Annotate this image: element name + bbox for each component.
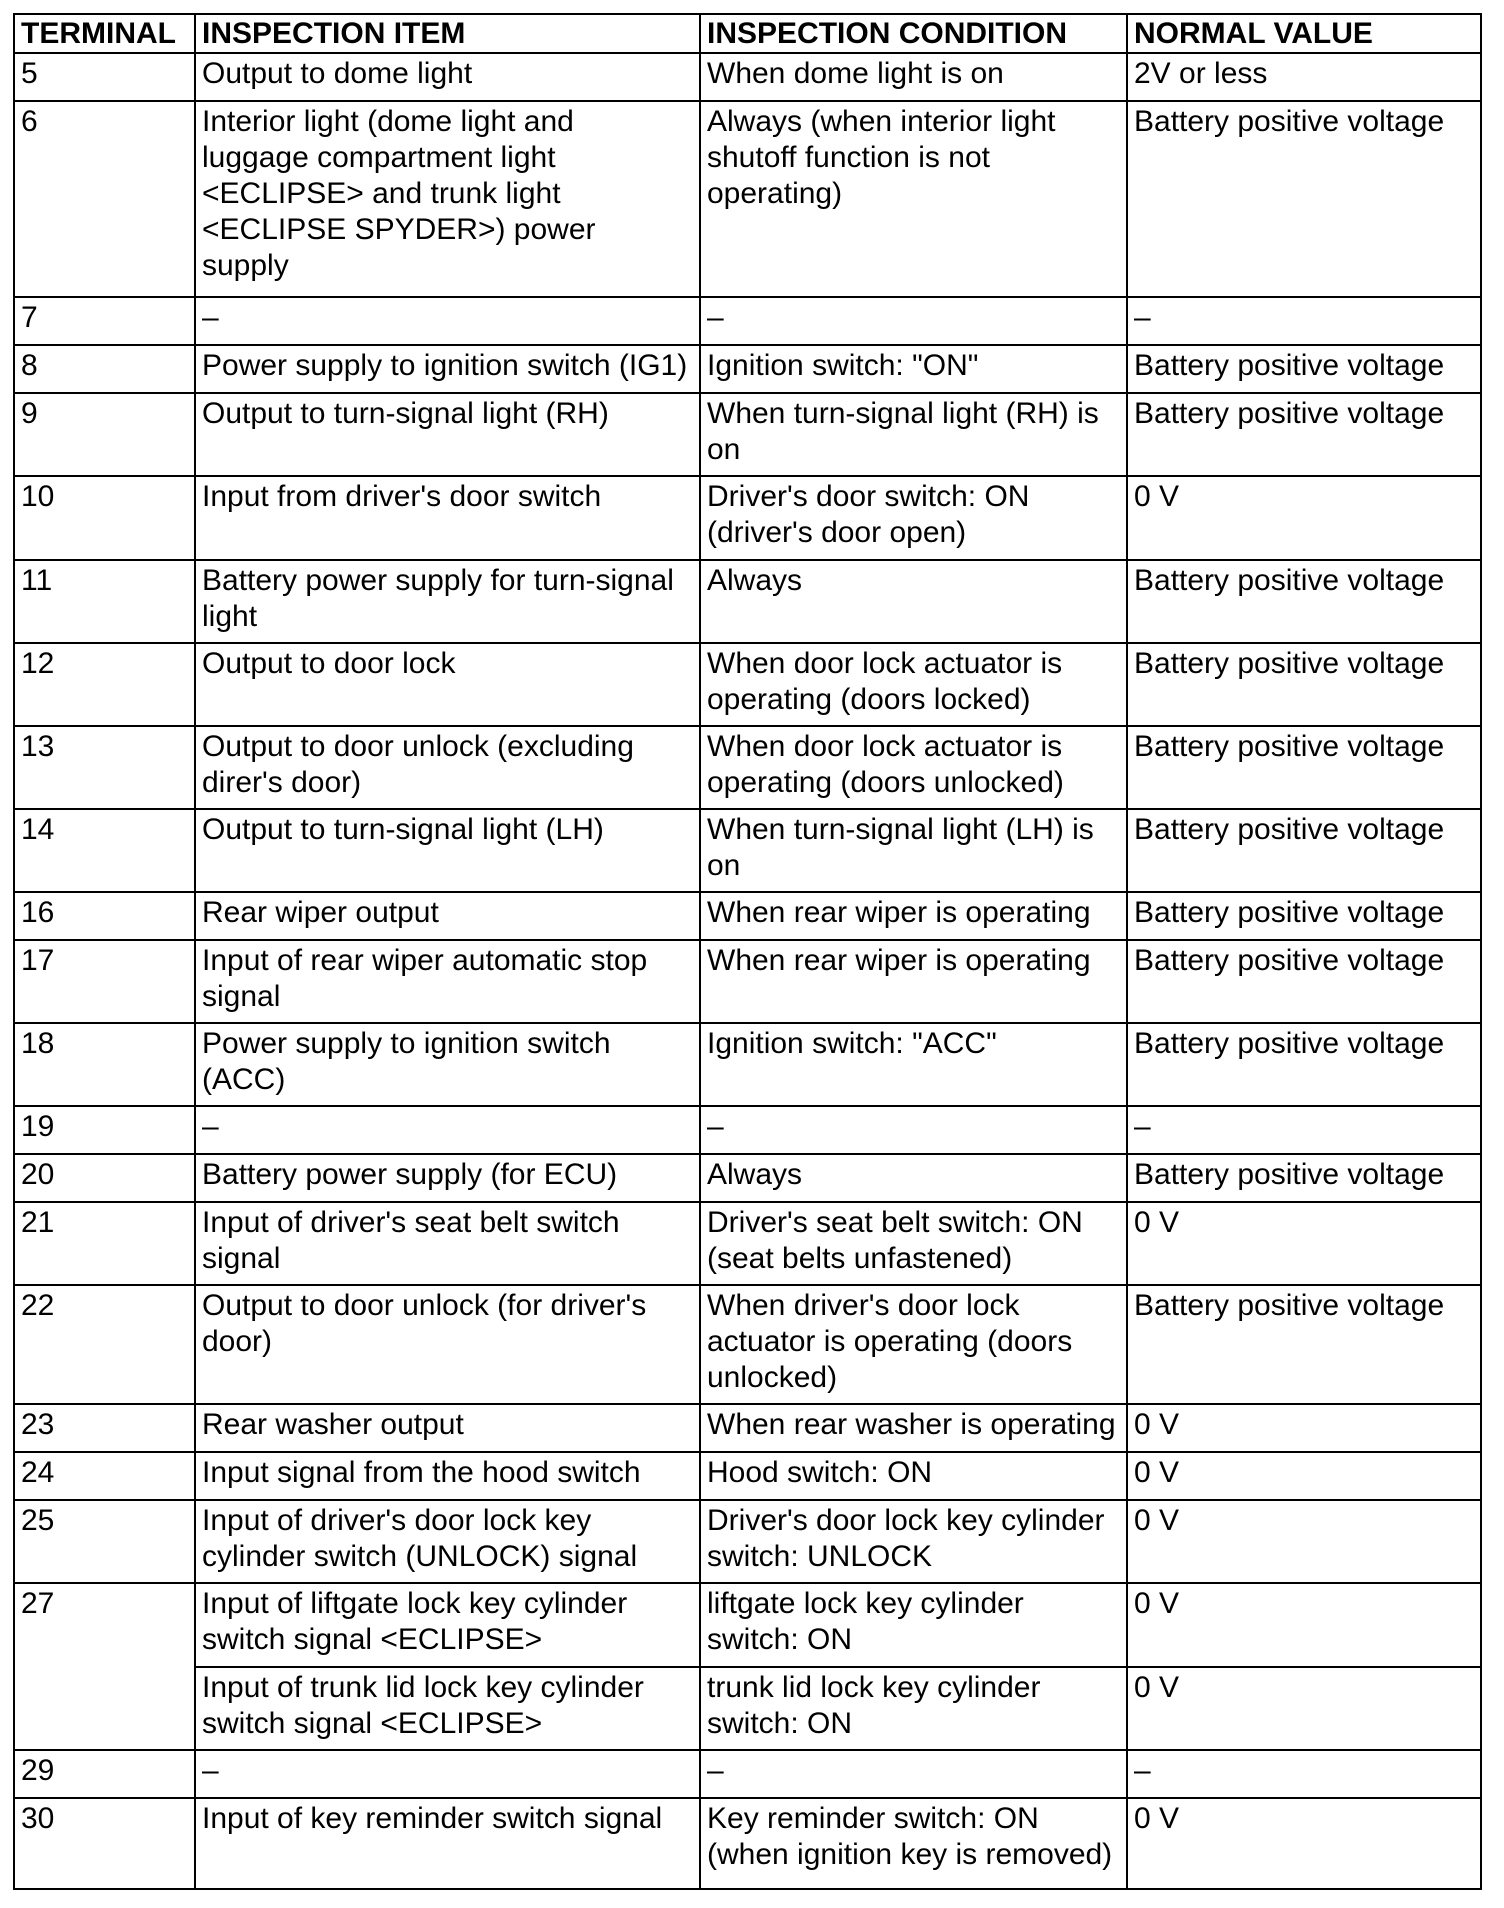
terminal-cell: 10 (14, 476, 195, 559)
table-row (14, 1667, 1481, 1750)
header-inspection-item: INSPECTION ITEM (195, 14, 700, 53)
value-cell: 2V or less (1127, 53, 1481, 101)
condition-cell: trunk lid lock key cylinder switch: ON (700, 1667, 1127, 1750)
item-cell: Battery power supply (for ECU) (195, 1154, 700, 1202)
value-cell: 0 V (1127, 1667, 1481, 1750)
condition-cell: When door lock actuator is operating (doors locked) (700, 643, 1127, 726)
value-cell: Battery positive voltage (1127, 1285, 1481, 1404)
value-cell: 0 V (1127, 1798, 1481, 1889)
table-row (14, 53, 1481, 101)
item-cell: Battery power supply for turn-signal light (195, 560, 700, 643)
header-inspection-condition: INSPECTION CONDITION (700, 14, 1127, 53)
terminal-cell: 8 (14, 345, 195, 393)
condition-cell: Always (when interior light shutoff function is not operating) (700, 101, 1127, 297)
terminal-cell: 22 (14, 1285, 195, 1404)
item-cell: Input of trunk lid lock key cylinder switch signal <ECLIPSE> (195, 1667, 700, 1750)
table-row (14, 726, 1481, 809)
terminal-cell: 19 (14, 1106, 195, 1154)
inspection-table (13, 13, 1482, 1890)
item-cell: Power supply to ignition switch (ACC) (195, 1023, 700, 1106)
table-row (14, 809, 1481, 892)
item-cell: Output to turn-signal light (RH) (195, 393, 700, 476)
value-cell: 0 V (1127, 1500, 1481, 1583)
value-cell: Battery positive voltage (1127, 101, 1481, 297)
table-row (14, 643, 1481, 726)
terminal-cell: 5 (14, 53, 195, 101)
condition-cell: Ignition switch: "ACC" (700, 1023, 1127, 1106)
table-row (14, 476, 1481, 559)
table-row (14, 1106, 1481, 1154)
table-row (14, 297, 1481, 345)
item-cell: Input from driver's door switch (195, 476, 700, 559)
value-cell: – (1127, 1106, 1481, 1154)
item-cell: – (195, 1106, 700, 1154)
item-cell: Output to dome light (195, 53, 700, 101)
condition-cell: When door lock actuator is operating (doors unlocked) (700, 726, 1127, 809)
value-cell: 0 V (1127, 1202, 1481, 1285)
value-cell: Battery positive voltage (1127, 643, 1481, 726)
value-cell: Battery positive voltage (1127, 940, 1481, 1023)
table-row (14, 345, 1481, 393)
condition-cell: Hood switch: ON (700, 1452, 1127, 1500)
table-row (14, 1285, 1481, 1404)
header-row (14, 14, 1481, 53)
value-cell: – (1127, 297, 1481, 345)
condition-cell: When dome light is on (700, 53, 1127, 101)
terminal-cell: 18 (14, 1023, 195, 1106)
table-row (14, 393, 1481, 476)
item-cell: Interior light (dome light and luggage compartment light <ECLIPSE> and trunk light <ECLIPSE SPYDER>) power supply (195, 101, 700, 297)
terminal-cell: 9 (14, 393, 195, 476)
condition-cell: – (700, 1106, 1127, 1154)
terminal-cell: 24 (14, 1452, 195, 1500)
condition-cell: liftgate lock key cylinder switch: ON (700, 1583, 1127, 1666)
table-row (14, 560, 1481, 643)
table-row (14, 1798, 1481, 1889)
table-row (14, 1583, 1481, 1666)
table-row (14, 1750, 1481, 1798)
table-row (14, 940, 1481, 1023)
header-terminal: TERMINAL (14, 14, 195, 53)
value-cell: Battery positive voltage (1127, 1154, 1481, 1202)
value-cell: Battery positive voltage (1127, 809, 1481, 892)
value-cell: 0 V (1127, 1583, 1481, 1666)
table-row (14, 1404, 1481, 1452)
terminal-cell: 11 (14, 560, 195, 643)
value-cell: 0 V (1127, 1404, 1481, 1452)
item-cell: Output to door unlock (for driver's door) (195, 1285, 700, 1404)
value-cell: 0 V (1127, 1452, 1481, 1500)
table-row (14, 101, 1481, 297)
value-cell: Battery positive voltage (1127, 1023, 1481, 1106)
condition-cell: Driver's seat belt switch: ON (seat belts unfastened) (700, 1202, 1127, 1285)
value-cell: Battery positive voltage (1127, 560, 1481, 643)
terminal-cell: 17 (14, 940, 195, 1023)
terminal-cell: 21 (14, 1202, 195, 1285)
table-row (14, 1023, 1481, 1106)
condition-cell: Driver's door switch: ON (driver's door open) (700, 476, 1127, 559)
terminal-cell: 12 (14, 643, 195, 726)
condition-cell: When turn-signal light (RH) is on (700, 393, 1127, 476)
item-cell: Rear wiper output (195, 892, 700, 940)
item-cell: Input of key reminder switch signal (195, 1798, 700, 1889)
condition-cell: Driver's door lock key cylinder switch: UNLOCK (700, 1500, 1127, 1583)
condition-cell: When rear washer is operating (700, 1404, 1127, 1452)
value-cell: 0 V (1127, 476, 1481, 559)
value-cell: Battery positive voltage (1127, 345, 1481, 393)
terminal-cell: 7 (14, 297, 195, 345)
terminal-cell: 23 (14, 1404, 195, 1452)
table-row (14, 1154, 1481, 1202)
item-cell: Output to turn-signal light (LH) (195, 809, 700, 892)
table-row (14, 1202, 1481, 1285)
terminal-cell: 14 (14, 809, 195, 892)
terminal-cell: 27 (14, 1583, 195, 1749)
item-cell: Input of driver's door lock key cylinder switch (UNLOCK) signal (195, 1500, 700, 1583)
condition-cell: Key reminder switch: ON (when ignition key is removed) (700, 1798, 1127, 1889)
terminal-cell: 25 (14, 1500, 195, 1583)
condition-cell: Always (700, 1154, 1127, 1202)
condition-cell: When driver's door lock actuator is operating (doors unlocked) (700, 1285, 1127, 1404)
item-cell: Output to door unlock (excluding direr's door) (195, 726, 700, 809)
item-cell: Power supply to ignition switch (IG1) (195, 345, 700, 393)
condition-cell: When turn-signal light (LH) is on (700, 809, 1127, 892)
item-cell: Output to door lock (195, 643, 700, 726)
terminal-cell: 13 (14, 726, 195, 809)
condition-cell: – (700, 297, 1127, 345)
item-cell: Input of liftgate lock key cylinder switch signal <ECLIPSE> (195, 1583, 700, 1666)
terminal-cell: 16 (14, 892, 195, 940)
header-normal-value: NORMAL VALUE (1127, 14, 1481, 53)
terminal-cell: 29 (14, 1750, 195, 1798)
value-cell: – (1127, 1750, 1481, 1798)
condition-cell: When rear wiper is operating (700, 892, 1127, 940)
condition-cell: – (700, 1750, 1127, 1798)
item-cell: Input of rear wiper automatic stop signal (195, 940, 700, 1023)
condition-cell: Always (700, 560, 1127, 643)
table-row (14, 1500, 1481, 1583)
value-cell: Battery positive voltage (1127, 726, 1481, 809)
table-row (14, 892, 1481, 940)
terminal-cell: 6 (14, 101, 195, 297)
condition-cell: Ignition switch: "ON" (700, 345, 1127, 393)
item-cell: – (195, 1750, 700, 1798)
item-cell: Input signal from the hood switch (195, 1452, 700, 1500)
terminal-cell: 20 (14, 1154, 195, 1202)
terminal-cell: 30 (14, 1798, 195, 1889)
item-cell: Rear washer output (195, 1404, 700, 1452)
item-cell: – (195, 297, 700, 345)
condition-cell: When rear wiper is operating (700, 940, 1127, 1023)
value-cell: Battery positive voltage (1127, 393, 1481, 476)
item-cell: Input of driver's seat belt switch signal (195, 1202, 700, 1285)
value-cell: Battery positive voltage (1127, 892, 1481, 940)
table-row (14, 1452, 1481, 1500)
